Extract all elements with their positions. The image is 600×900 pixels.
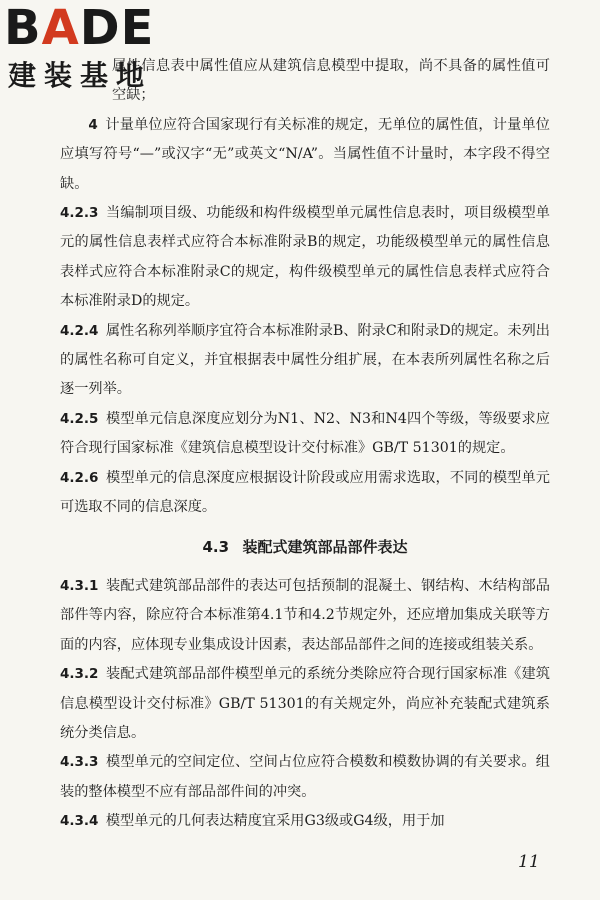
clause-4-2-5: 4.2.5 模型单元信息深度应划分为N1、N2、N3和N4四个等级，等级要求应符合现行国家标准《建筑信息模型设计交付标准》GB/T 51301的规定。 <box>60 410 550 457</box>
paragraph-continuation: 属性信息表中属性值应从建筑信息模型中提取，尚不具备的属性值可空缺； <box>112 58 550 104</box>
list-item-4: 4 计量单位应符合国家现行有关标准的规定，无单位的属性值，计量单位应填写符号“—”或汉字“无”或英文“N/A”。当属性值不计量时，本字段不得空缺。 <box>60 116 550 192</box>
page-number: 11 <box>518 852 540 872</box>
clause-4-3-2: 4.3.2 装配式建筑部品部件模型单元的系统分类除应符合现行国家标准《建筑信息模型设计交付标准》GB/T 51301的有关规定外，尚应补充装配式建筑系统分类信息。 <box>60 666 550 741</box>
document-page <box>60 52 550 837</box>
clause-4-3-4: 4.3.4 模型单元的几何表达精度宜采用G3级或G4级，用于加 <box>60 813 445 830</box>
clause-4-2-6: 4.2.6 模型单元的信息深度应根据设计阶段或应用需求选取，不同的模型单元可选取不同的信息深度。 <box>60 469 550 516</box>
logo-wordmark: BADE <box>4 0 155 56</box>
clause-4-2-3: 4.2.3 当编制项目级、功能级和构件级模型单元属性信息表时，项目级模型单元的属性信息表样式应符合本标准附录B的规定，功能级模型单元的属性信息表样式应符合本标准附录C的规定，构件级模型单元的属性信息表样式应符合本标准附录D的规定。 <box>60 205 550 310</box>
logo-subtitle: 建装基地 <box>8 59 153 92</box>
clause-4-3-3: 4.3.3 模型单元的空间定位、空间占位应符合模数和模数协调的有关要求。组装的整体模型不应有部品部件间的冲突。 <box>60 754 550 800</box>
clause-4-3-1: 4.3.1 装配式建筑部品部件的表达可包括预制的混凝土、钢结构、木结构部品部件等内容，除应符合本标准第4.1节和4.2节规定外，还应增加集成关联等方面的内容，应体现专业集成设计因素，表达部品部件之间的连接或组装关系。 <box>60 577 550 653</box>
clause-4-2-4: 4.2.4 属性名称列举顺序宜符合本标准附录B、附录C和附录D的规定。未列出的属性名称可自定义，并宜根据表中属性分组扩展，在本表所列属性名称之后逐一列举。 <box>60 322 550 398</box>
section-heading: 4.3 装配式建筑部品部件表达 <box>202 537 408 556</box>
